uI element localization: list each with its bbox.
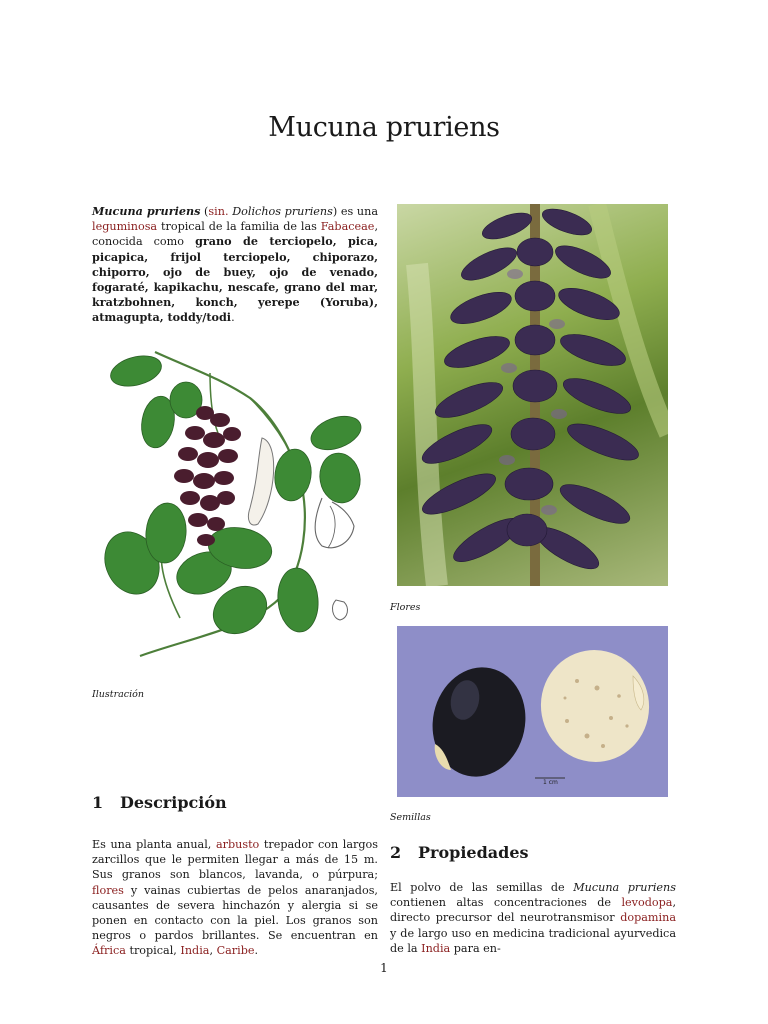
fabaceae-link[interactable]: Fabaceae bbox=[320, 220, 375, 234]
text: trepador con largos zarcillos que le permiten llegar a más de 15 m. Sus granos son blancos, lavanda, o púrpura; bbox=[92, 838, 378, 882]
section-2-heading bbox=[390, 843, 529, 862]
text: para en- bbox=[450, 941, 501, 955]
text: , directo precursor del neurotransmisor bbox=[390, 896, 676, 925]
text: El polvo de las semillas de bbox=[390, 881, 574, 894]
illustration-caption: Ilustración bbox=[92, 689, 145, 700]
species-name-2: Mucuna pruriens bbox=[573, 881, 676, 894]
section-2-title: Propiedades bbox=[418, 843, 529, 862]
leguminosa-link[interactable]: leguminosa bbox=[92, 220, 158, 234]
text: y vainas cubiertas de pelos anaranjados, causantes de severa hinchazón y alergia si se ponen en contacto con la piel. Los granos son negros o pardos brillantes. Se encuentran en bbox=[92, 883, 378, 943]
synonym: Dolichos pruriens bbox=[232, 205, 333, 218]
section-2-number: 2 bbox=[390, 843, 402, 862]
intro-paragraph bbox=[92, 204, 378, 326]
section-1-title: Descripción bbox=[120, 793, 227, 812]
page-number: 1 bbox=[380, 961, 388, 975]
text: tropical, bbox=[125, 944, 181, 958]
text: , conocida como bbox=[92, 220, 378, 249]
india-link-2[interactable]: India bbox=[421, 941, 451, 955]
dopamina-link[interactable]: dopamina bbox=[620, 911, 676, 925]
seeds-caption: Semillas bbox=[390, 812, 431, 823]
page-title: Mucuna pruriens bbox=[268, 112, 500, 143]
text: ( bbox=[200, 205, 209, 218]
text: contienen altas concentraciones de bbox=[390, 896, 622, 910]
flores-link[interactable]: flores bbox=[92, 883, 124, 897]
africa-link[interactable]: África bbox=[92, 944, 126, 958]
flower-raceme-image bbox=[397, 204, 668, 586]
text: Es una planta anual, bbox=[92, 838, 216, 851]
arbusto-link[interactable]: arbusto bbox=[215, 838, 260, 851]
section-1-heading bbox=[92, 793, 227, 812]
text: y de largo uso en medicina tradicional ayurvedica de la bbox=[390, 926, 676, 955]
seeds-photo bbox=[397, 626, 668, 797]
levodopa-link[interactable]: levodopa bbox=[621, 896, 673, 910]
flowers-photo bbox=[397, 204, 668, 586]
sin-link[interactable]: sin. bbox=[208, 205, 229, 218]
text: tropical de la familia de las bbox=[157, 220, 321, 234]
section-1-number: 1 bbox=[92, 793, 104, 812]
illustration-figure bbox=[100, 338, 372, 664]
text: ) es una bbox=[332, 205, 379, 218]
text: , bbox=[209, 944, 217, 958]
section-1-body bbox=[92, 837, 378, 959]
common-names: grano de terciopelo, pica, picapica, frijol terciopelo, chiporazo, chiporro, ojo de buey, ojo de venado, fogaraté, kapikachu, nescafe, grano del mar, kratzbohnen, konch, yerepe (Yoruba), atmagupta, toddy/todi bbox=[92, 234, 378, 325]
seeds-image bbox=[397, 626, 668, 797]
text: . bbox=[231, 311, 235, 325]
flowers-caption: Flores bbox=[390, 602, 421, 613]
caribe-link[interactable]: Caribe bbox=[216, 944, 255, 958]
scale-label: 1 cm bbox=[543, 779, 558, 786]
india-link[interactable]: India bbox=[180, 944, 210, 958]
species-name: Mucuna pruriens bbox=[92, 204, 201, 218]
text: . bbox=[254, 944, 259, 958]
section-2-body bbox=[390, 880, 676, 956]
plant-illustration bbox=[100, 338, 372, 664]
